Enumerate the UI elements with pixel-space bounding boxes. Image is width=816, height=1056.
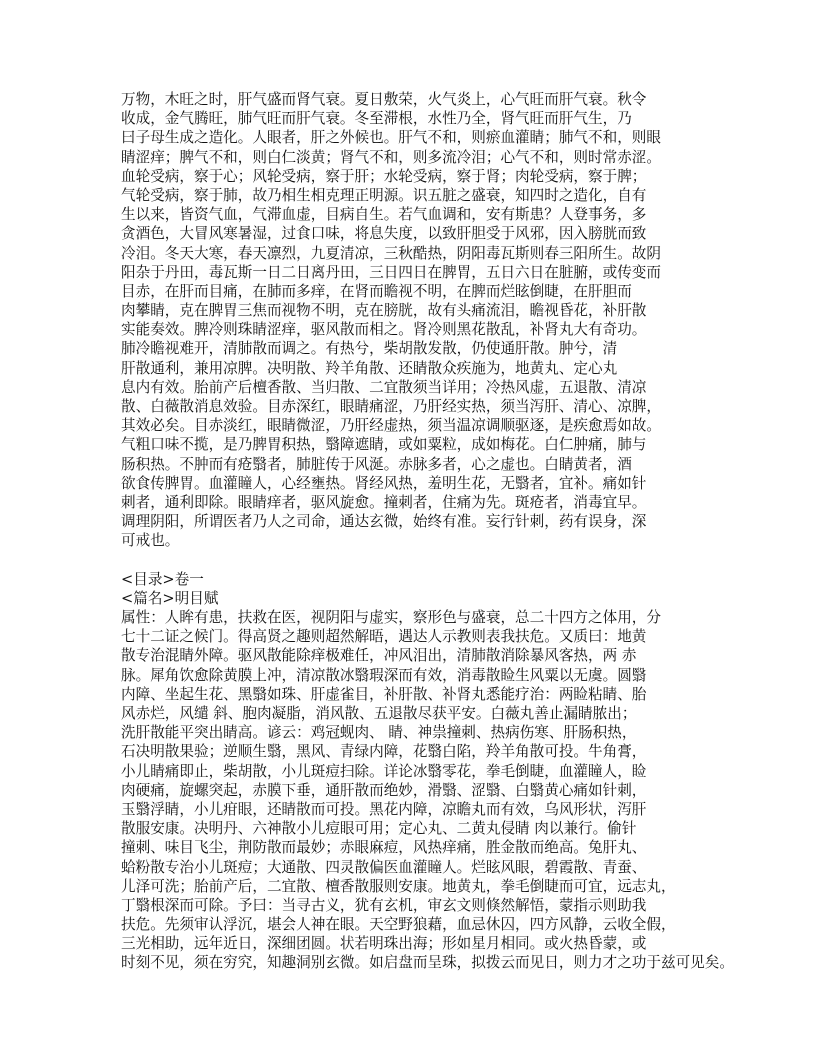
text-line: 属性：人眸有患，扶救在医，视阴阳与虚实，察形色与盛衰，总二十四方之体用，分: [121, 609, 661, 627]
text-line: 气粗口味不揽，是乃脾胃积热，翳障遮睛，或如粟粒，成如梅花。白仁肿痛，肺与: [121, 436, 647, 454]
text-line: 肉硬痛，旋螺突起，赤膜下垂，通肝散而绝妙，滑翳、涩翳、白翳黄心痛如针刺，: [121, 781, 647, 799]
paragraph-spacer: [121, 551, 761, 570]
document-page: [121, 90, 761, 973]
text-line: 洗肝散能平突出睛高。谚云：鸡冠蚬肉、 睛、神祟撞刺、热病伤寒、肝肠积热，: [121, 724, 637, 742]
text-line: 生以来，皆资气血，气滞血虚，目病自生。若气血调和，安有斯患？人登事务，多: [121, 206, 647, 224]
text-line: 调理阴阳，所谓医者乃人之司命，通达玄微，始终有准。妄行针刺，药有误身，深: [121, 513, 647, 531]
text-line: 肉攀睛，克在脾胃三焦而视物不明，克在膀胱，故有头痛流泪，瞻视昏花，补肝散: [121, 302, 647, 320]
text-line: 七十二证之候门。得高贤之趣则超然解晤，遇达人示教则表我扶危。又质曰：地黄: [121, 628, 647, 646]
text-line: 小儿睛痛即止，柴胡散，小儿斑痘扫除。详论冰翳零花，拳毛倒睫，血灌瞳人，睑: [121, 762, 647, 780]
text-line: 散专治混睛外障。驱风散能除痒极难任，冲风泪出，清肺散消除暴风客热，两 赤: [121, 647, 637, 665]
preface-text-block: [121, 90, 761, 551]
text-line: 曰子母生成之造化。人眼者，肝之外候也。肝气不和，则瘀血灌睛；肺气不和，则眼: [121, 129, 661, 147]
text-line: 实能奏效。脾冷则珠睛涩痒，驱风散而相之。肾冷则黑花散乱，补肾丸大有奇功。: [121, 321, 647, 339]
text-line: 息内有效。胎前产后檀香散、当归散、二宜散须当详用；冷热风虚，五退散、清凉: [121, 378, 647, 396]
text-line: 刺者，通利即除。眼睛痒者，驱风旋愈。撞刺者，住痛为先。斑疮者，消毒宜早。: [121, 493, 647, 511]
text-line: 风赤烂，风缱 斜、胞肉凝脂，消风散、五退散尽获平安。白薇丸善止漏睛脓出；: [121, 705, 637, 722]
text-line: 可戒也。: [121, 532, 180, 550]
text-line: 阳杂于丹田，毒瓦斯一日二日离丹田，三日四日在脾胃，五日六日在脏腑，或传变而: [121, 263, 661, 281]
text-line: 欲食传脾胃。血灌瞳人，心经壅热。肾经风热，羞明生花，无翳者，宜补。痛如针: [121, 474, 647, 492]
text-line: 肠积热。不肿而有疮翳者，肺脏传于风涎。赤脉多者，心之虚也。白睛黄者，酒: [121, 455, 632, 473]
text-line: 目赤，在肝而目痛，在肺而多痒，在肾而瞻视不明，在脾而烂眩倒睫，在肝胆而: [121, 282, 632, 300]
text-line: 丁翳根深而可除。予曰：当寻古义，犹有玄机，审玄文则倏然解悟，蒙指示则助我: [121, 896, 647, 914]
text-line: 撞刺、味目飞尘，荆防散而最妙；赤眼麻痘，风热痒痛，胜金散而绝高。兔肝丸、: [121, 839, 647, 857]
text-line: 收成，金气腾旺，肺气旺而肝气衰。冬至滞根，水性乃全，肾气旺而肝气生，乃: [121, 110, 632, 128]
text-line: 散、白薇散消息效验。目赤深红，眼睛痛涩，乃肝经实热，须当泻肝、清心、凉脾，: [121, 398, 661, 415]
text-line: 扶危。先须审认浮沉，堪会人神在眼。天空野狼藉，血忌休囚，四方风静，云收全假，: [121, 916, 676, 934]
text-line: 蛤粉散专治小儿斑痘；大通散、四灵散偏医血灌瞳人。烂眩风眼，碧霞散、青蚕、: [121, 858, 647, 876]
text-line: 血轮受病，察于心；风轮受病，察于肝；水轮受病，察于肾；肉轮受病，察于脾；: [121, 167, 647, 185]
text-line: 其效必矣。目赤淡红，眼睛微涩，乃肝经虚热，须当温凉调顺驱逐，是疾愈焉如故。: [121, 417, 661, 435]
chapter-title: <篇名>明目赋: [121, 589, 219, 607]
text-line: 内障、坐起生花、黑翳如珠、肝虚雀目，补肝散、补肾丸悉能疗治：两睑粘睛、胎: [121, 685, 647, 703]
text-line: 冷泪。冬天大寒，春天凛烈，九夏清凉，三秋酷热，阴阳毒瓦斯则春三阳所生。故阴: [121, 244, 661, 262]
text-line: 石决明散果验；逆顺生翳，黑风、青绿内障，花翳白陷，羚羊角散可投。牛角膏，: [121, 743, 647, 761]
text-line: 肝散通利，兼用凉脾。决明散、羚羊角散、还睛散众疾施为，地黄丸、定心丸: [121, 359, 618, 377]
text-line: 睛涩痒；脾气不和，则白仁淡黄；肾气不和，则多流冷泪；心气不和，则时常赤涩。: [121, 148, 661, 166]
catalog-heading: <目录>卷一: [121, 570, 204, 588]
text-line: 散服安康。决明丹、六神散小儿痘眼可用；定心丸、二黄丸侵睛 肉以兼行。偷针: [121, 820, 637, 838]
text-line: 时刻不见，须在穷究，知趣洞别玄微。如启盘而呈珠，拟拨云而见日，则力才之功于兹可见矣。: [121, 954, 734, 972]
text-line: 肺冷瞻视难开，清肺散而调之。有热兮，柴胡散发散，仍使通肝散。肿兮，清: [121, 340, 618, 358]
text-line: 万物，木旺之时，肝气盛而肾气衰。夏日敷荣，火气炎上，心气旺而肝气衰。秋令: [121, 91, 647, 108]
text-line: 三光相助，远年近日，深细团圆。状若明珠出海；形如星月相同。或火热昏蒙，或: [121, 935, 647, 953]
text-line: 玉翳浮睛，小儿疳眼，还睛散而可投。黑花内障，凉瞻丸而有效，乌风形状，泻肝: [121, 800, 647, 818]
text-line: 贪酒色，大冒风寒暑湿，过食口味，将息失度，以致肝胆受于风邪，因入膀胱而致: [121, 225, 647, 243]
text-line: 气轮受病，察于肺，故乃相生相克理正明源。识五脏之盛衰，知四时之造化，自有: [121, 186, 647, 204]
body-text-block: [121, 608, 761, 973]
text-line: 儿泽可洗；胎前产后，二宜散、檀香散服则安康。地黄丸，拳毛倒睫而可宜，远志丸，: [121, 877, 676, 895]
text-line: 脉。犀角饮愈除黄膜上冲，清凉散冰翳瑕深而有效，消毒散睑生风粟以无虞。圆翳: [121, 666, 647, 684]
